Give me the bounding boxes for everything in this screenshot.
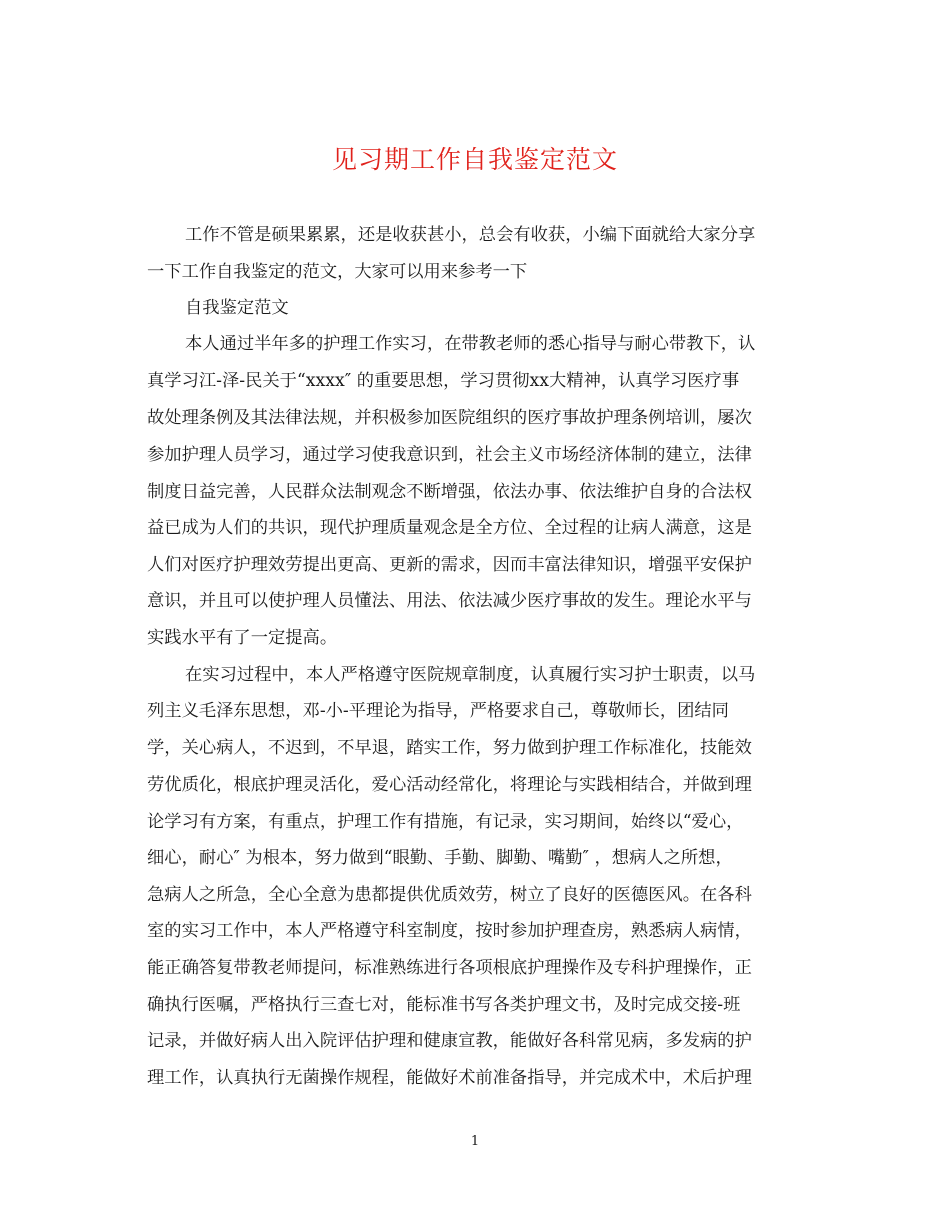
page-number: 1 — [470, 1134, 480, 1149]
body-line: 劳优质化，根底护理灵活化，爱心活动经常化，将理论与实践相结合，并做到理 — [147, 775, 752, 795]
body-line: 记录，并做好病人出入院评估护理和健康宣教，能做好各科常见病，多发病的护 — [147, 1031, 752, 1051]
body-line: 确执行医嘱，严格执行三查七对，能标准书写各类护理文书，及时完成交接-班 — [147, 995, 741, 1015]
body-line: 实践水平有了一定提高。 — [147, 628, 338, 648]
body-line: 细心，耐心″ 为根本，努力做到“眼勤、手勤、脚勤、嘴勤″ ，想病人之所想， — [147, 848, 733, 868]
document-title: 见习期工作自我鉴定范文 — [331, 145, 618, 174]
body-line: 论学习有方案，有重点，护理工作有措施，有记录，实习期间，始终以“爱心， — [147, 812, 744, 832]
body-line: 一下工作自我鉴定的范文，大家可以用来参考一下 — [147, 262, 528, 282]
body-line: 能正确答复带教老师提问，标准熟练进行各项根底护理操作及专科护理操作，正 — [147, 958, 752, 978]
body-line: 故处理条例及其法律法规，并积极参加医院组织的医疗事故护理条例培训，屡次 — [147, 408, 752, 428]
body-line: 自我鉴定范文 — [185, 298, 289, 318]
body-line: 益已成为人们的共识，现代护理质量观念是全方位、全过程的让病人满意，这是 — [147, 518, 752, 538]
body-line: 意识，并且可以使护理人员懂法、用法、依法减少医疗事故的发生。理论水平与 — [147, 591, 752, 611]
body-line: 本人通过半年多的护理工作实习，在带教老师的悉心指导与耐心带教下，认 — [185, 334, 756, 354]
body-line: 室的实习工作中，本人严格遵守科室制度，按时参加护理查房，熟悉病人病情， — [147, 921, 752, 941]
body-line: 工作不管是硕果累累，还是收获甚小，总会有收获，小编下面就给大家分享 — [185, 225, 756, 245]
body-line: 理工作，认真执行无菌操作规程，能做好术前准备指导，并完成术中，术后护理 — [147, 1068, 752, 1088]
body-line: 参加护理人员学习，通过学习使我意识到，社会主义市场经济体制的建立，法律 — [147, 445, 752, 465]
body-line: 制度日益完善，人民群众法制观念不断增强，依法办事、依法维护自身的合法权 — [147, 482, 752, 502]
body-line: 列主义毛泽东思想，邓-小-平理论为指导，严格要求自己，尊敬师长，团结同 — [147, 701, 729, 721]
body-line: 人们对医疗护理效劳提出更高、更新的需求，因而丰富法律知识，增强平安保护 — [147, 555, 752, 575]
body-line: 学，关心病人，不迟到，不早退，踏实工作，努力做到护理工作标准化，技能效 — [147, 738, 752, 758]
body-line: 急病人之所急，全心全意为患都提供优质效劳，树立了良好的医德医风。在各科 — [147, 885, 752, 905]
body-line: 真学习江-泽-民关于“xxxx″ 的重要思想，学习贯彻xx大精神，认真学习医疗事 — [147, 371, 740, 391]
body-line: 在实习过程中，本人严格遵守医院规章制度，认真履行实习护士职责，以马 — [185, 665, 756, 685]
